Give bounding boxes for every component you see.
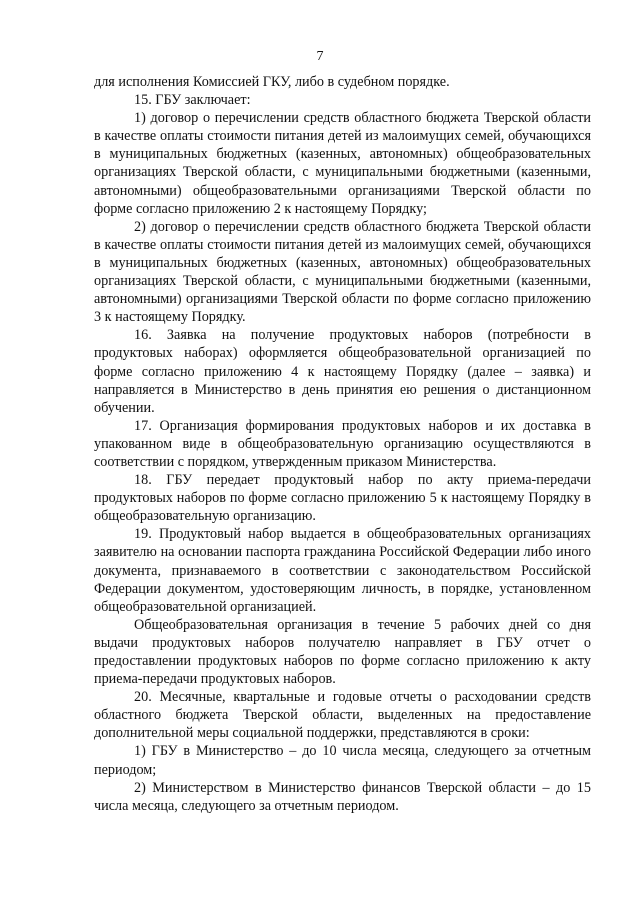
paragraph-15: 15. ГБУ заключает: [134,92,251,109]
paragraph-continuation: для исполнения Комиссией ГКУ, либо в судебном порядке. [94,74,450,90]
paragraph-16: 16. Заявка на получение продуктовых наборов (потребности в продуктовых наборах) оформляется общеобразовательной организацией по форме согласно приложению 4 к настоящему Порядку (далее – заявка) и направляется в Министерство в день принятия ею решения о дистанционном обучении. [94,327,591,416]
paragraph-19: 19. Продуктовый набор выдается в общеобразовательных организациях заявителю на основании паспорта гражданина Российской Федерации либо иного документа, признаваемого в соответствии с законодательством Российской Федерации документом, удостоверяющим личность, в порядке, установленном общеобразовательной организацией. [94,526,591,615]
paragraph-20-item-1: 1) ГБУ в Министерство – до 10 числа месяца, следующего за отчетным периодом; [94,743,591,778]
paragraph-20: 20. Месячные, квартальные и годовые отчеты о расходовании средств областного бюджета Тверской области, выделенных на предоставление дополнительной меры социальной поддержки, представляются в сроки: [94,689,591,742]
paragraph-17: 17. Организация формирования продуктовых наборов и их доставка в упакованном виде в общеобразовательную организацию осуществляются в соответствии с порядком, утвержденным приказом Министерства. [94,417,591,470]
paragraph-19-report: Общеобразовательная организация в течение 5 рабочих дней со дня выдачи продуктовых наборов получателю направляет в ГБУ отчет о предоставлении продуктовых наборов по форме согласно приложению к акту приема-передачи продуктовых наборов. [94,616,591,688]
paragraph-20-item-2: 2) Министерством в Министерство финансов Тверской области – до 15 числа месяца, следующего за отчетным периодом. [94,779,591,814]
paragraph-15-item-1: 1) договор о перечислении средств областного бюджета Тверской области в качестве оплаты стоимости питания детей из малоимущих семей, обучающихся в муниципальных бюджетных (казенных, автономных) общеобразовательных организациях Тверской области, с муниципальными бюджетными (казенными, автономными) общеобразовательными организациями Тверской области по форме согласно приложению 2 к настоящему Порядку; [94,110,591,217]
paragraph-18: 18. ГБУ передает продуктовый набор по акту приема-передачи продуктовых наборов по форме согласно приложению 5 к настоящему Порядку в общеобразовательную организацию. [94,472,591,525]
page-number: 7 [316,49,324,64]
document-body [94,73,591,815]
paragraph-15-item-2: 2) договор о перечислении средств областного бюджета Тверской области в качестве оплаты стоимости питания детей из малоимущих семей, обучающихся в муниципальных бюджетных (казенных, автономных) общеобразовательных организациях Тверской области, с муниципальными бюджетными (казенными, автономными) организациями Тверской области по форме согласно приложению 3 к настоящему Порядку. [94,218,591,326]
